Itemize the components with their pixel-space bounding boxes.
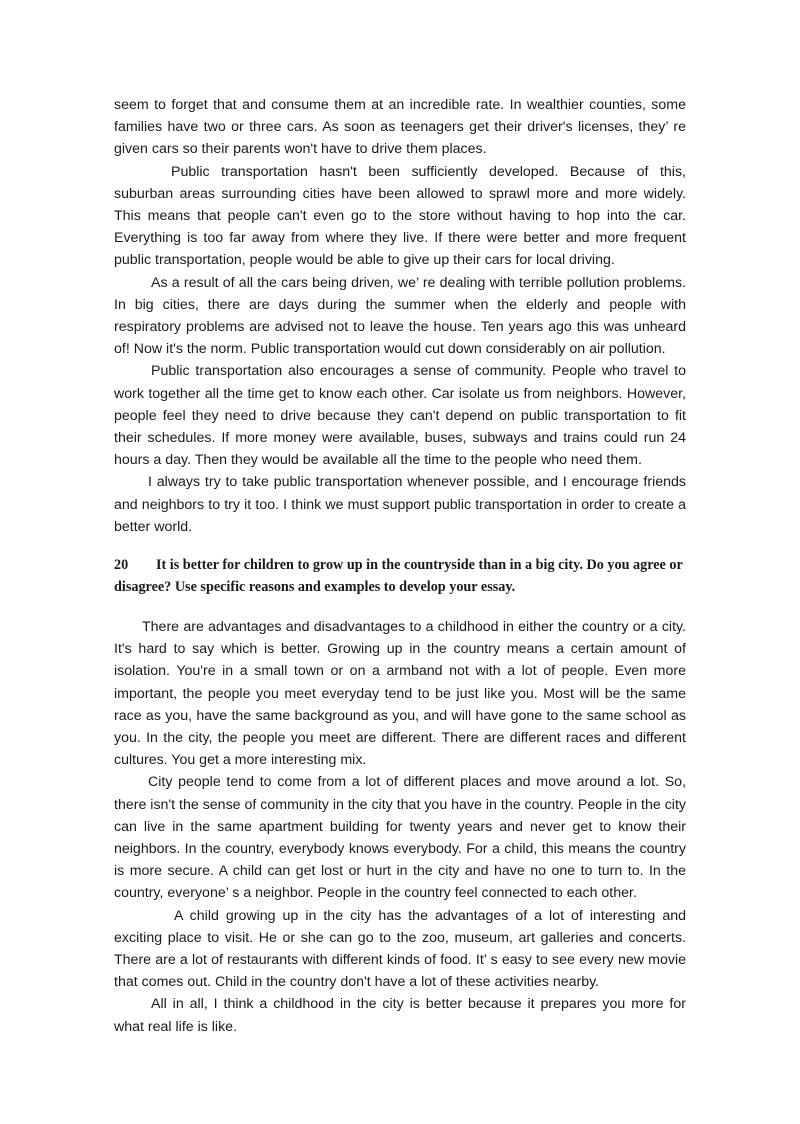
essay-20-paragraph-3: A child growing up in the city has the advantages of a lot of interesting and exciting place to visit. He or she can go to the zoo, museum, art galleries and concerts. There are a lot of restaurants with different kinds of food. It’ s easy to see every new movie that comes out. Child in the country don't have a lot of these activities nearby. bbox=[114, 907, 686, 991]
essay-20-body bbox=[114, 616, 686, 1038]
essay-20-paragraph-4: All in all, I think a childhood in the city is better because it prepares you more for what real life is like. bbox=[114, 996, 686, 1035]
essay-19-paragraph-1: seem to forget that and consume them at an incredible rate. In wealthier counties, some families have two or three cars. As soon as teenagers get their driver's licenses, they’ re given cars so their parents won't have to drive them places. bbox=[114, 97, 686, 158]
question-number: 20 bbox=[114, 557, 129, 573]
essay-19-paragraph-3: As a result of all the cars being driven, we’ re dealing with terrible pollution problems. In big cities, there are days during the summer when the elderly and people with respiratory problems are advised not to leave the house. Ten years ago this was unheard of! Now it's the norm. Public transportation would cut down considerably on air pollution. bbox=[114, 274, 686, 358]
essay-19-paragraph-5: I always try to take public transportation whenever possible, and I encourage friends and neighbors to try it too. I think we must support public transportation in order to create a better world. bbox=[114, 474, 686, 535]
question-text: It is better for children to grow up in the countryside than in a big city. Do you agree or disagree? Use specific reasons and examples to develop your essay. bbox=[114, 557, 683, 595]
essay-20-paragraph-1: There are advantages and disadvantages to a childhood in either the country or a city. It's hard to say which is better. Growing up in the country means a certain amount of isolation. You're in a small town or on a armband not with a lot of people. Even more important, the people you meet everyday tend to be just like you. Most will be the same race as you, have the same background as you, and will have gone to the same school as you. In the city, the people you meet are different. There are different races and different cultures. You get a more interesting mix. bbox=[114, 619, 686, 769]
question-20-prompt bbox=[114, 554, 686, 598]
essay-19-paragraph-4: Public transportation also encourages a sense of community. People who travel to work together all the time get to know each other. Car isolate us from neighbors. However, people feel they need to drive because they can't depend on public transportation to fit their schedules. If more money were available, buses, subways and trains could run 24 hours a day. Then they would be available all the time to the people who need them. bbox=[114, 363, 686, 469]
essay-20-paragraph-2: City people tend to come from a lot of different places and move around a lot. So, there isn't the sense of community in the city that you have in the country. People in the city can live in the same apartment building for twenty years and never get to know their neighbors. In the country, everybody knows everybody. For a child, this means the country is more secure. A child can get lost or hurt in the city and have no one to turn to. In the country, everyone’ s a neighbor. People in the country feel connected to each other. bbox=[114, 774, 686, 902]
essay-19-body bbox=[114, 94, 686, 538]
essay-19-paragraph-2: Public transportation hasn't been sufficiently developed. Because of this, suburban areas surrounding cities have been allowed to sprawl more and more widely. This means that people can't even go to the store without having to hop into the car. Everything is too far away from where they live. If there were better and more frequent public transportation, people would be able to give up their cars for local driving. bbox=[114, 163, 686, 269]
